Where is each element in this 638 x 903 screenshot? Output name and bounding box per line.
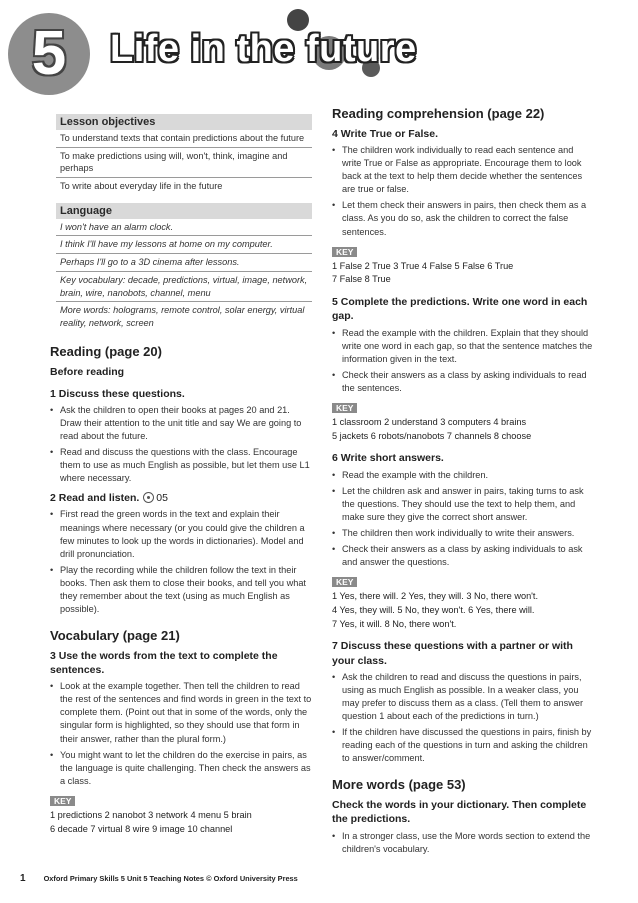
objective-row: To understand texts that contain predictions about the future (56, 130, 312, 148)
answer-key-line: 1 predictions 2 nanobot 3 network 4 menu 5 brain (50, 809, 252, 820)
answer-key-line: 1 Yes, there will. 2 Yes, they will. 3 No, there won't. (332, 591, 539, 602)
instruction-bullet: • The children work individually to read each sentence and write True or False as appropriate. Encourage them to look back at the text to help them decide whether the sentences are true or false. (332, 144, 594, 196)
answer-key-line: 6 decade 7 virtual 8 wire 9 image 10 channel (50, 823, 233, 834)
instruction-bullet: • Read the example with the children. Explain that they should write one word in each gap, so that the sentence matches the information given in the text. (332, 327, 594, 366)
instruction-bullet: • Play the recording while the children follow the text in their books. Then ask them to close their books, and tell you what they remember about the text (using as much English as possible). (50, 564, 312, 616)
answer-key-line: 4 Yes, they will. 5 No, they won't. 6 Yes, there will. (332, 604, 535, 615)
objective-row: To make predictions using will, won't, think, imagine and perhaps (56, 148, 312, 178)
reading-section-title: Reading (page 20) (50, 343, 162, 359)
vocabulary-section-title: Vocabulary (page 21) (50, 627, 180, 643)
instruction-bullet: • Check their answers as a class by asking individuals to ask and answer the questions. (332, 543, 594, 569)
page-number: 1 (20, 873, 26, 884)
instruction-bullet: • Read the example with the children. (332, 469, 594, 482)
language-row: I think I'll have my lessons at home on my computer. (56, 236, 312, 254)
right-column (332, 98, 594, 859)
more-words-instruction: Check the words in your dictionary. Then complete the predictions. (332, 799, 587, 826)
instruction-bullet: • You might want to let the children do the exercise in pairs, as the language is quite challenging. Then check the answers as a class. (50, 749, 312, 788)
answer-key-line: 1 False 2 True 3 True 4 False 5 False 6 True (332, 260, 514, 271)
question-5-heading: 5 Complete the predictions. Write one word in each gap. (332, 296, 588, 323)
instruction-bullet: • Ask the children to read and discuss the questions in pairs, using as much English as possible. In a weaker class, you may prefer to discuss them as a class. (Tell them to answer question 1 about each of the predictions in turn.) (332, 671, 594, 723)
instruction-bullet: • First read the green words in the text and explain their meanings where necessary (or you could give the children a few minutes to look up the words in dictionaries). Model and drill pronunciation. (50, 508, 312, 560)
question-2-label: 2 Read and listen. (50, 492, 140, 505)
footer-text: Oxford Primary Skills 5 Unit 5 Teaching Notes © Oxford University Press (43, 874, 298, 883)
comprehension-section-title: Reading comprehension (page 22) (332, 106, 545, 121)
objectives-heading: Lesson objectives (56, 114, 312, 130)
answer-key-line: 1 classroom 2 understand 3 computers 4 brains (332, 416, 527, 427)
instruction-bullet: • Let them check their answers in pairs, then check them as a class. As you do so, ask the children to correct the false sentences. (332, 199, 594, 238)
track-number: 05 (156, 492, 168, 505)
instruction-bullet: • Look at the example together. Then tell the children to read the rest of the sentences and find words in green in the text to complete them. (Point out that in some of the words, only the singular form is highlighted, so they should use that form in their answer, rather than the plural form.) (50, 680, 312, 745)
question-1-heading: 1 Discuss these questions. (50, 387, 185, 400)
audio-cd-icon (143, 492, 154, 503)
answer-key-line: 5 jackets 6 robots/nanobots 7 channels 8 choose (332, 430, 532, 441)
language-row: More words: holograms, remote control, solar energy, virtual reality, network, screen (60, 305, 305, 328)
instruction-bullet: • Ask the children to open their books at pages 20 and 21. Draw their attention to the unit title and say We are going to read about the future. (50, 404, 312, 443)
answer-key-line: 7 False 8 True (332, 274, 391, 285)
lesson-objectives-box (56, 114, 312, 195)
question-4-heading: 4 Write True or False. (332, 128, 439, 140)
left-column (50, 112, 312, 836)
instruction-bullet: • If the children have discussed the questions in pairs, finish by reading each of the questions in turn and asking the children to answer/comment. (332, 726, 594, 765)
question-7-heading: 7 Discuss these questions with a partner or with your class. (332, 640, 573, 667)
language-heading: Language (56, 203, 312, 219)
key-badge: KEY (332, 577, 357, 587)
before-reading-heading: Before reading (50, 365, 125, 378)
question-6-heading: 6 Write short answers. (332, 452, 444, 465)
instruction-bullet: • Check their answers as a class by asking individuals to read the sentences. (332, 369, 594, 395)
instruction-bullet: • In a stronger class, use the More words section to extend the children's vocabulary. (332, 830, 594, 856)
objective-row: To write about everyday life in the future (60, 181, 223, 192)
key-badge: KEY (50, 796, 75, 806)
key-badge: KEY (332, 403, 357, 413)
language-row: Perhaps I'll go to a 3D cinema after lessons. (56, 254, 312, 272)
language-box (56, 203, 312, 332)
unit-number-badge: 5 (8, 13, 90, 95)
more-words-section-title: More words (page 53) (332, 777, 466, 793)
question-3-heading: 3 Use the words from the text to complete the sentences. (50, 649, 278, 677)
instruction-bullet: • Let the children ask and answer in pairs, taking turns to ask the questions. They should use the text to help them, and make sure they give the correct short answer. (332, 485, 594, 524)
language-row: I won't have an alarm clock. (56, 219, 312, 237)
key-badge: KEY (332, 247, 357, 257)
instruction-bullet: • Read and discuss the questions with the class. Encourage them to use as much English as possible, but let them use L1 where necessary. (50, 446, 312, 485)
instruction-bullet: • The children then work individually to write their answers. (332, 527, 594, 540)
answer-key-line: 7 Yes, it will. 8 No, there won't. (332, 618, 457, 629)
page-footer (20, 873, 298, 884)
page-title: Life in the future (110, 28, 417, 70)
language-row: Key vocabulary: decade, predictions, virtual, image, network, brain, wire, nanobots, channel, menu (56, 272, 312, 302)
question-2-heading (50, 491, 312, 505)
